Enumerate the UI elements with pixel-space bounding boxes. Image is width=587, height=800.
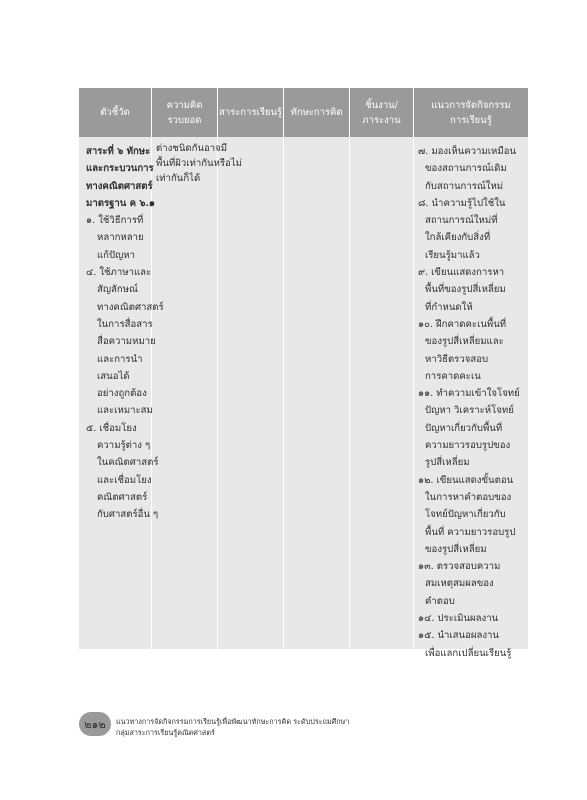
header-activity: แนวการจัดกิจกรรม การเรียนรู้ <box>431 99 511 126</box>
activity-item: พื้นที่ ความยาวรอบรูป <box>425 526 516 538</box>
activity-item: ของรูปสี่เหลี่ยมและ <box>425 336 504 348</box>
indicator-item: แก้ปัญหา <box>97 249 135 261</box>
activity-item: ๑๓. ตรวจสอบความ <box>418 561 501 573</box>
indicator-title: ทางคณิตศาสตร์ <box>86 180 153 192</box>
activity-item: เพื่อแลกเปลี่ยนเรียนรู้ <box>425 647 512 659</box>
activity-item: ๙. เขียนแสดงการหา <box>418 267 505 279</box>
table-header <box>79 88 528 137</box>
activity-item: ๘. นำความรู้ไปใช้ใน <box>418 197 506 209</box>
footer-line: แนวทางการจัดกิจกรรมการเรียนรู้เพื่อพัฒนาทักษะการคิด ระดับประถมศึกษา <box>116 717 350 726</box>
activity-item: สมเหตุสมผลของ <box>425 578 494 590</box>
activity-item: รูปสี่เหลี่ยม <box>425 457 470 469</box>
indicator-item: ในคณิตศาสตร์ <box>97 457 159 469</box>
activity-item: ๑๔. ประเมินผลงาน <box>418 613 499 625</box>
column-divider <box>349 88 350 649</box>
header-indicator: ตัวชี้วัด <box>100 107 130 118</box>
header-concept: ความคิด รวบยอด <box>166 99 203 126</box>
concept-line: เท่ากันก็ได้ <box>156 173 201 184</box>
indicator-item: และเหมาะสม <box>97 405 153 417</box>
indicator-item: ๑. ใช้วิธีการที่ <box>86 215 144 227</box>
indicator-item: สัญลักษณ์ <box>97 284 138 296</box>
footer-caption <box>116 716 349 738</box>
indicator-item: หลากหลาย <box>97 232 144 244</box>
activity-item: ในการหาคำตอบของ <box>425 491 512 503</box>
indicator-title: สาระที่ ๖ ทักษะ <box>86 146 151 157</box>
footer-line: กลุ่มสาระการเรียนรู้คณิตศาสตร์ <box>116 728 215 737</box>
activity-item: ๗. มองเห็นความเหมือน <box>418 146 517 157</box>
activity-item: ปัญหาเกี่ยวกับพื้นที่ <box>425 422 503 434</box>
activity-item: ของสถานการณ์เดิม <box>425 163 507 175</box>
activity-item: กับสถานการณ์ใหม่ <box>425 180 504 192</box>
activity-item: ๑๐. ฝึกคาดคะเนพื้นที่ <box>418 318 507 330</box>
header-content: สาระการเรียนรู้ <box>218 107 283 118</box>
indicator-item: เสนอได้ <box>97 370 130 382</box>
activity-item: พื้นที่ของรูปสี่เหลี่ยม <box>425 284 506 296</box>
activity-item: สถานการณ์ใหม่ที่ <box>425 215 498 227</box>
activity-item: การคาดคะเน <box>425 370 481 382</box>
indicator-title: และกระบวนการ <box>86 163 154 175</box>
activity-item: ปัญหา วิเคราะห์โจทย์ <box>425 405 514 417</box>
header-task: ชิ้นงาน/ ภาระงาน <box>362 99 401 126</box>
activity-item: เรียนรู้มาแล้ว <box>425 249 480 261</box>
activity-item: ที่กำหนดให้ <box>425 301 473 313</box>
indicator-item: สื่อความหมาย <box>97 336 156 348</box>
indicator-item: ในการสื่อสาร <box>97 318 153 330</box>
indicator-item: อย่างถูกต้อง <box>97 388 147 400</box>
concept-line: ต่างชนิดกันอาจมี <box>156 143 228 154</box>
indicator-item: ความรู้ต่าง ๆ <box>97 440 151 452</box>
concept-line: พื้นที่ผิวเท่ากันหรือไม่ <box>156 158 242 169</box>
indicator-item: ๔. ใช้ภาษาและ <box>86 267 152 279</box>
indicator-column <box>86 143 164 524</box>
activity-item: ๑๒. เขียนแสดงขั้นตอน <box>418 474 514 486</box>
activity-item: ใกล้เคียงกับสิ่งที่ <box>425 232 491 244</box>
activity-item: ของรูปสี่เหลี่ยม <box>425 543 487 555</box>
indicator-item: ทางคณิตศาสตร์ <box>97 301 164 313</box>
indicator-item: คณิตศาสตร์ <box>97 491 148 503</box>
indicator-title: มาตรฐาน ค ๖.๑ <box>86 197 155 209</box>
concept-column <box>156 141 242 186</box>
activity-item: ๑๑. ทำความเข้าใจโจทย์ <box>418 388 520 400</box>
indicator-item: และเชื่อมโยง <box>97 474 152 486</box>
activity-column <box>418 143 520 662</box>
indicator-item: กับศาสตร์อื่น ๆ <box>97 509 159 521</box>
indicator-item: และการนำ <box>97 353 143 365</box>
activity-item: ๑๕. นำเสนอผลงาน <box>418 630 499 642</box>
activity-item: โจทย์ปัญหาเกี่ยวกับ <box>425 509 506 521</box>
header-thinking-skill: ทักษะการคิด <box>290 107 343 118</box>
column-divider <box>283 88 284 649</box>
activity-item: หาวิธีตรวจสอบ <box>425 353 489 365</box>
activity-item: ความยาวรอบรูปของ <box>425 440 511 452</box>
activity-item: คำตอบ <box>425 595 455 607</box>
page-number-badge: ๒๑๒ <box>79 712 111 736</box>
column-divider <box>413 88 414 649</box>
indicator-item: ๕. เชื่อมโยง <box>86 422 137 434</box>
lesson-table <box>79 88 528 659</box>
